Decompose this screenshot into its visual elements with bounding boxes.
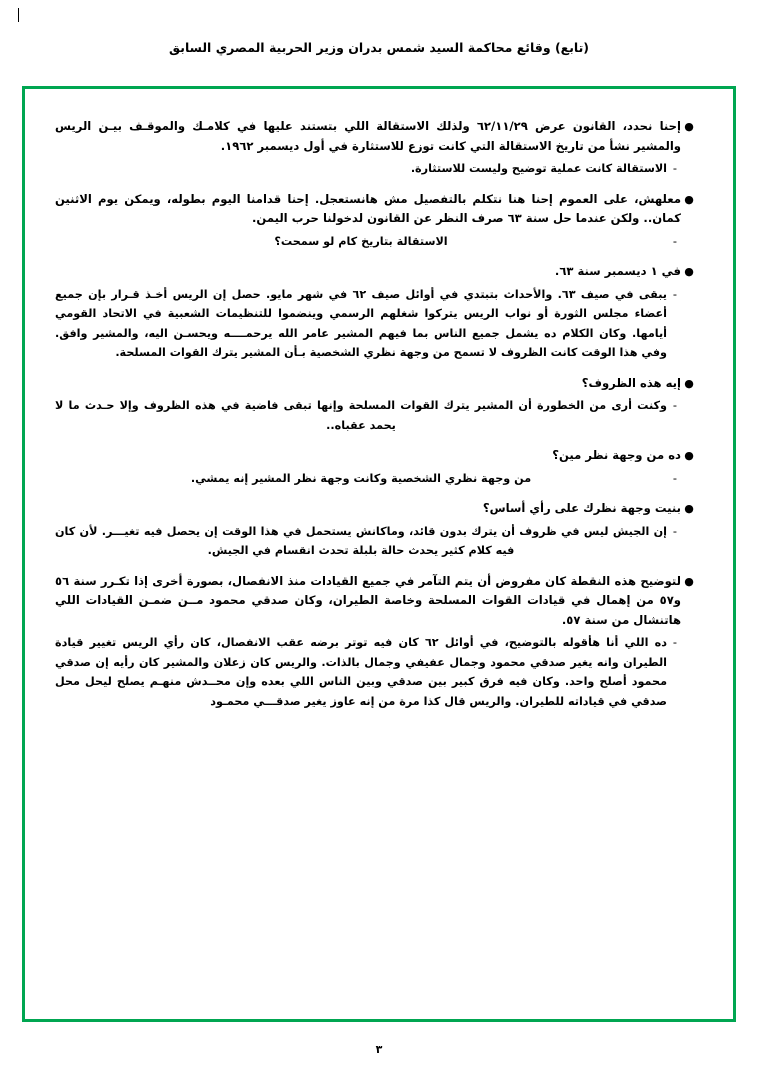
question-text: إحنا نحدد، القانون عرض ٦٢/١١/٢٩ ولذلك الاستقالة اللي بتستند عليها في كلامـك والموقـف بيـن الريس والمشير نشأ من تاريخ الاستقالة التي كانت توزع للاستثارة في أول ديسمبر ١٩٦٢. bbox=[55, 119, 681, 153]
answer-text: الاستقالة بتاريخ كام لو سمحت؟ bbox=[274, 234, 448, 248]
question-text: معلهش، على العموم إحنا هنا نتكلم بالتفصيل مش هانستعجل. إحنا قدامنا اليوم بطوله، ويمكن يوم الاثنين كمان.. ولكن عندما حل سنة ٦٣ صرف النظر عن القانون لدخولنا حرب اليمن. bbox=[55, 191, 681, 225]
qa-block bbox=[55, 374, 697, 436]
answer-line bbox=[55, 469, 697, 489]
dash-icon: - bbox=[672, 470, 678, 485]
answer-text: يبقى في صيف ٦٣. والأحداث بتبتدي في أوائل صيف ٦٢ في شهر مايو. حصل إن الريس أخـذ قـرار بإن جميع أعضاء مجلس الثورة أو نواب الريس يتركوا شغلهم الرسمي وينضموا للتنظيمات الشعبية في الاتحاد القومي أيامها. وكان الكلام ده يشمل جميع الناس بما فيهم المشير عامر الله يرحمــــه ويحسـن اليه، والمشير وافق. وفي هذا الوقت كانت الظروف لا تسمح من وجهة نظري الشخصية بـأن المشير يترك القوات المسلحة. bbox=[55, 287, 667, 359]
question-text: في ١ ديسمبر سنة ٦٣. bbox=[554, 264, 681, 278]
green-bordered-content-frame bbox=[22, 86, 736, 1022]
bullet-dot-icon: ● bbox=[684, 574, 694, 588]
question-line bbox=[55, 572, 697, 631]
question-line bbox=[55, 190, 697, 229]
answer-text: الاستقالة كانت عملية توضيح وليست للاستثارة. bbox=[410, 162, 667, 175]
bullet-dot-icon: ● bbox=[684, 265, 694, 278]
question-text: ده من وجهة نظر مين؟ bbox=[552, 448, 681, 462]
corner-tick-mark bbox=[18, 8, 19, 22]
answer-text: وكنت أرى من الخطورة أن المشير يترك القوات المسلحة وإنها تبقى فاضية في هذه الظروف وإلا حـدث ما لا يحمد عقباه.. bbox=[55, 399, 667, 432]
answer-line bbox=[55, 396, 697, 435]
answer-text: إن الجيش ليس في ظروف أن يترك بدون قائد، وماكانش يستحمل في هذا الوقت إن يحصل فيه تغيـــر. لأن كان فيه كلام كثير يحدث حالة بلبلة تحدث انقسام في الجيش. bbox=[55, 524, 667, 557]
question-line bbox=[55, 499, 697, 519]
page-number: ٣ bbox=[375, 1043, 383, 1056]
qa-block bbox=[55, 117, 697, 179]
qa-block bbox=[55, 499, 697, 561]
question-line bbox=[55, 374, 697, 394]
answer-text: ده اللي أنا هأقوله بالتوضيح، في أوائل ٦٢ كان فيه توتر برضه عقب الانفصال، كان رأي الريس تغيير قيادة الطيران وانه يغير صدقي محمود وجمال عفيفي وجمال بالذات. والريس كان زعلان والمشير كان رأيه إن صدقي محمود أصلح واحد. وكان فيه فرق كبير بين صدقي وبين الناس اللي بعده وإن محــدش منهـم يصلح ليحل محل صدقي في قياداته للطيران. والريس قال كذا مرة من إنه عاوز يغير صدقـــي محمـود bbox=[55, 636, 667, 708]
dash-icon: - bbox=[672, 523, 678, 538]
qa-block bbox=[55, 572, 697, 712]
answer-line bbox=[55, 285, 697, 363]
bullet-dot-icon: ● bbox=[684, 502, 694, 515]
answer-line bbox=[55, 522, 697, 561]
answer-text: من وجهة نظري الشخصية وكانت وجهة نظر المشير إنه يمشي. bbox=[190, 471, 532, 485]
bullet-dot-icon: ● bbox=[684, 192, 694, 206]
bullet-dot-icon: ● bbox=[684, 376, 694, 390]
bullet-dot-icon: ● bbox=[684, 449, 694, 462]
answer-line bbox=[55, 232, 697, 252]
answer-line bbox=[55, 633, 697, 711]
question-line bbox=[55, 446, 697, 466]
document-header-title: (تابع) وقائع محاكمة السيد شمس بدران وزير الحربية المصري السابق bbox=[168, 40, 590, 55]
dash-icon: - bbox=[672, 286, 678, 301]
dash-icon: - bbox=[672, 635, 678, 649]
question-text: إيه هذه الظروف؟ bbox=[581, 375, 681, 390]
question-text: لتوضيح هذه النقطة كان مفروض أن يتم التآمر في جميع القيادات منذ الانفصال، بصورة أخرى إذا تكـرر سنة ٥٦ و٥٧ من إهمال في قيادات القوات المسلحة وخاصة الطيران، وكان صدقي محمود مــن ضمـن القيادات اللي هاتنشال من سنة ٥٧. bbox=[55, 573, 681, 627]
content-body bbox=[25, 89, 733, 732]
dash-icon: - bbox=[672, 161, 678, 175]
qa-block bbox=[55, 446, 697, 488]
question-line bbox=[55, 117, 697, 156]
qa-block bbox=[55, 262, 697, 363]
dash-icon: - bbox=[672, 233, 678, 248]
question-line bbox=[55, 262, 697, 282]
bullet-dot-icon: ● bbox=[684, 120, 694, 133]
qa-block bbox=[55, 190, 697, 252]
answer-line bbox=[55, 159, 697, 179]
question-text: بنيت وجهة نظرك على رأي أساس؟ bbox=[482, 501, 681, 515]
dash-icon: - bbox=[672, 398, 678, 412]
